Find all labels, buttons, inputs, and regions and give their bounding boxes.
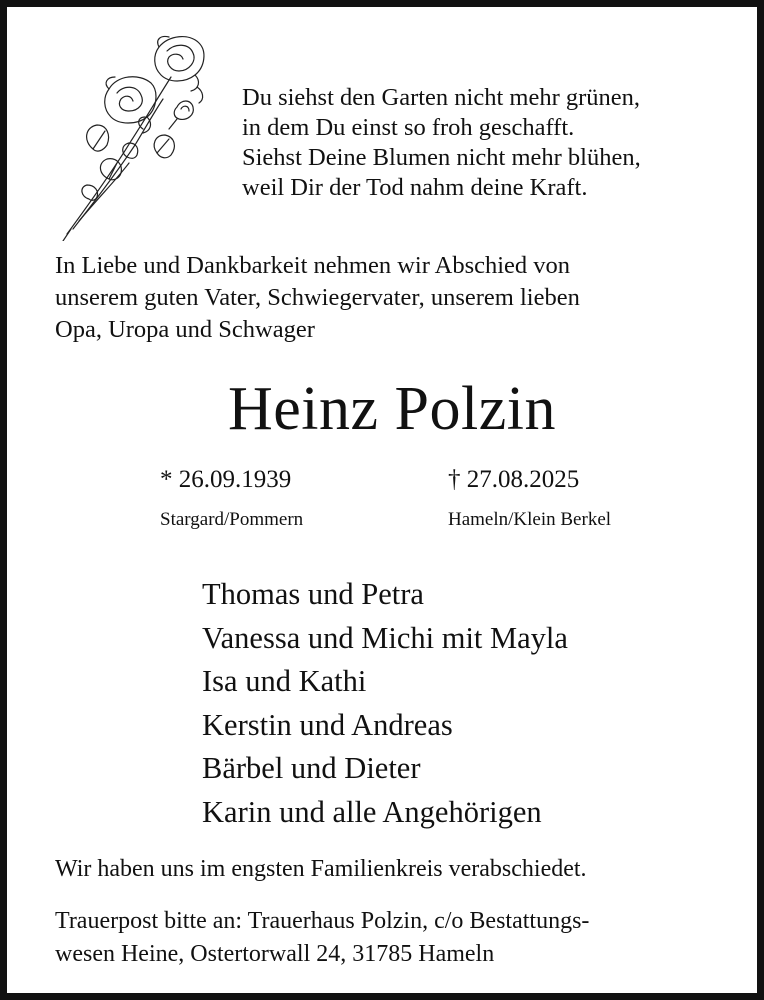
family-list: [202, 573, 568, 835]
family-entry: Karin und alle Angehörigen: [202, 794, 542, 829]
family-entry: Bärbel und Dieter: [202, 751, 421, 786]
family-entry: Vanessa und Michi mit Mayla: [202, 620, 568, 655]
birth-place: Stargard/Pommern: [160, 509, 304, 530]
poem: [242, 83, 641, 203]
deceased-name: Heinz Polzin: [228, 375, 556, 443]
farewell-note: Wir haben uns im engsten Familienkreis verabschiedet.: [55, 856, 587, 882]
condolence-address: [55, 905, 589, 971]
poem-line: Siehst Deine Blumen nicht mehr blühen,: [242, 144, 641, 171]
rose-illustration: [59, 29, 209, 241]
birth-info: [160, 465, 303, 532]
death-info: [448, 465, 611, 532]
intro-line: unserem guten Vater, Schwiegervater, unserem lieben: [55, 284, 580, 311]
death-date: † 27.08.2025: [448, 466, 580, 493]
address-line: Trauerpost bitte an: Trauerhaus Polzin, c/o Bestattungs-: [55, 908, 590, 934]
family-entry: Thomas und Petra: [202, 577, 424, 611]
poem-line: weil Dir der Tod nahm deine Kraft.: [242, 174, 588, 201]
intro-line: Opa, Uropa und Schwager: [55, 316, 315, 343]
intro-line: In Liebe und Dankbarkeit nehmen wir Abschied von: [55, 252, 571, 279]
intro-text: [55, 250, 580, 346]
poem-line: in dem Du einst so froh geschafft.: [242, 114, 575, 141]
address-line: wesen Heine, Ostertorwall 24, 31785 Hameln: [55, 941, 495, 967]
death-place: Hameln/Klein Berkel: [448, 509, 612, 530]
family-entry: Kerstin und Andreas: [202, 707, 453, 742]
family-entry: Isa und Kathi: [202, 664, 367, 699]
birth-date: * 26.09.1939: [160, 466, 292, 493]
poem-line: Du siehst den Garten nicht mehr grünen,: [242, 84, 641, 111]
